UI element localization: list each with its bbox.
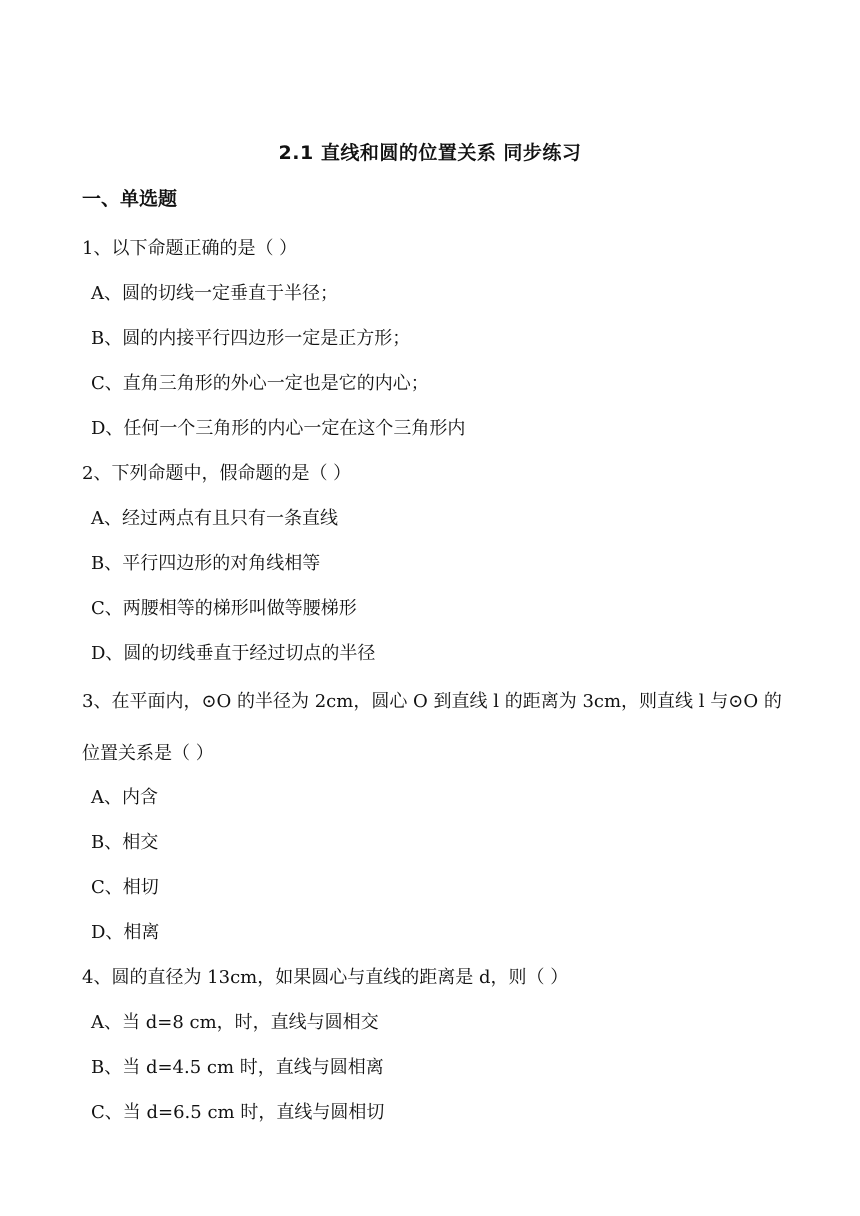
- question-option: B、当 d=4.5 cm 时，直线与圆相离: [91, 1057, 384, 1078]
- question-4: [82, 955, 782, 1135]
- question-2: [82, 451, 782, 676]
- question-stem: 2、下列命题中，假命题的是（ ）: [82, 463, 352, 484]
- question-option: B、相交: [91, 832, 159, 853]
- question-option: A、经过两点有且只有一条直线: [91, 508, 338, 529]
- question-list: [82, 226, 782, 1135]
- question-option: C、直角三角形的外心一定也是它的内心；: [91, 373, 429, 394]
- question-stem: 1、以下命题正确的是（ ）: [82, 238, 298, 259]
- question-stem: 4、圆的直径为 13cm，如果圆心与直线的距离是 d，则（ ）: [82, 967, 569, 988]
- question-option: C、相切: [91, 877, 159, 898]
- question-option: C、当 d=6.5 cm 时，直线与圆相切: [91, 1102, 385, 1123]
- question-3: [82, 676, 782, 955]
- question-option: D、任何一个三角形的内心一定在这个三角形内: [91, 418, 466, 439]
- question-option: D、圆的切线垂直于经过切点的半径: [91, 643, 376, 664]
- question-option: D、相离: [91, 922, 160, 943]
- question-option: B、平行四边形的对角线相等: [91, 553, 321, 574]
- question-option: C、两腰相等的梯形叫做等腰梯形: [91, 598, 357, 619]
- question-1: [82, 226, 782, 451]
- question-option: A、内含: [91, 787, 158, 808]
- document-title: 2.1 直线和圆的位置关系 同步练习: [278, 142, 582, 164]
- section-heading: 一、单选题: [82, 188, 178, 210]
- question-stem: 3、在平面内，⊙O 的半径为 2cm，圆心 O 到直线 l 的距离为 3cm，则直线 l 与⊙O 的位置关系是（ ）: [82, 691, 782, 764]
- question-option: A、圆的切线一定垂直于半径；: [91, 283, 338, 304]
- question-option: B、圆的内接平行四边形一定是正方形；: [91, 328, 411, 349]
- question-option: A、当 d=8 cm，时，直线与圆相交: [91, 1012, 379, 1033]
